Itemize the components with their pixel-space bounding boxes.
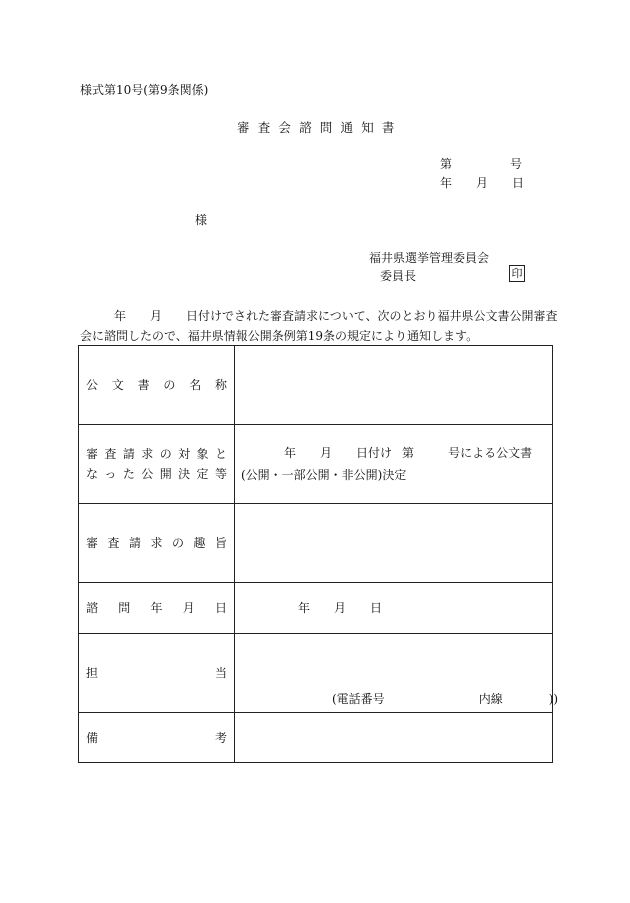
issuing-organization: 福井県選挙管理委員会: [369, 251, 490, 265]
label-char: 年: [150, 601, 163, 615]
document-name-field[interactable]: [235, 346, 553, 425]
table-row: [79, 634, 553, 713]
spread-label-request-purpose: [86, 533, 227, 553]
target-decision-text: [241, 442, 546, 486]
table-row: [79, 425, 553, 504]
closing-parenthesis: )): [548, 692, 559, 706]
body-text: 日付けでされた審査請求について、次のとおり福井県公文書公開審査会に諮問したので、福井県情報公開条例第19条の規定により通知します。: [80, 309, 558, 343]
label-char: た: [122, 467, 135, 481]
document-date-line: [440, 174, 524, 191]
number-label-prefix: 第: [440, 157, 453, 171]
label-char: っ: [104, 467, 117, 481]
label-char: 審: [86, 536, 99, 550]
label-char: 諮: [86, 601, 99, 615]
date-year-label: 年: [440, 176, 453, 190]
label-char: 名: [189, 378, 202, 392]
form-number: 様式第10号(第9条関係): [80, 83, 209, 97]
label-char: 決: [178, 467, 191, 481]
label-char: と: [214, 447, 227, 461]
label-char: 定: [196, 467, 209, 481]
label-char: 称: [214, 378, 227, 392]
row-label-remarks: [79, 713, 235, 763]
body-month-label: 月: [150, 309, 163, 323]
label-char: 当: [214, 666, 227, 680]
label-char: 請: [122, 447, 135, 461]
table-row: [79, 713, 553, 763]
date-day-label: 日: [512, 176, 525, 190]
consult-day-label: 日: [370, 601, 383, 615]
spread-label-remarks: [86, 728, 227, 748]
table-row: [79, 346, 553, 425]
row-label-document-name: [79, 346, 235, 425]
label-char: 書: [137, 378, 150, 392]
label-char: の: [171, 536, 184, 550]
label-char: 備: [86, 730, 99, 745]
spread-label-target-line1: [86, 444, 227, 464]
body-year-label: 年: [114, 309, 127, 323]
notification-form-table: [78, 345, 559, 763]
label-char: 文: [111, 378, 124, 392]
label-char: 象: [196, 447, 209, 461]
target-decision-field[interactable]: [235, 425, 553, 504]
decision-year-label: 年: [284, 446, 297, 460]
label-char: 等: [214, 467, 227, 481]
notice-body: [80, 306, 558, 346]
label-char: 趣: [193, 536, 206, 550]
label-char: な: [86, 467, 99, 481]
extension-label: 内線: [478, 692, 503, 706]
decision-dated-label: 日付け: [356, 446, 393, 460]
table-row: [79, 504, 553, 583]
document-number-line: [440, 155, 522, 172]
label-char: 査: [104, 447, 117, 461]
spread-label-contact: [86, 663, 227, 683]
label-char: 考: [214, 730, 227, 745]
consultation-date-field[interactable]: [235, 583, 553, 634]
request-purpose-field[interactable]: [235, 504, 553, 583]
table-row: [79, 583, 553, 634]
label-char: 対: [178, 447, 191, 461]
seal-mark: 印: [509, 265, 525, 282]
label-char: 旨: [214, 536, 227, 550]
row-label-request-purpose: [79, 504, 235, 583]
decision-description: 号による公文書(公開・一部公開・非公開)決定: [241, 446, 533, 482]
label-char: 査: [107, 536, 120, 550]
label-char: 求: [141, 447, 154, 461]
document-title: 審査会諮問通知書: [237, 120, 403, 135]
row-label-contact: [79, 634, 235, 713]
telephone-line: [332, 688, 558, 710]
spread-label-target-line2: [86, 464, 227, 484]
label-char: 公: [86, 378, 99, 392]
label-char: 担: [86, 666, 99, 680]
label-char: 日: [214, 601, 227, 615]
remarks-field[interactable]: [235, 713, 553, 763]
row-label-target-decision: [79, 425, 235, 504]
label-char: 月: [182, 601, 195, 615]
spread-label-consultation-date: [86, 598, 227, 618]
recipient-suffix: 様: [195, 213, 208, 227]
label-char: 公: [141, 467, 154, 481]
row-label-consultation-date: [79, 583, 235, 634]
chairperson-title: 委員長: [380, 269, 417, 283]
decision-month-label: 月: [320, 446, 333, 460]
spread-label-document-name: [86, 375, 227, 395]
label-char: 審: [86, 447, 99, 461]
label-char: 請: [128, 536, 141, 550]
decision-number-prefix: 第: [402, 446, 415, 460]
contact-field[interactable]: [235, 634, 559, 713]
label-char: 開: [159, 467, 172, 481]
label-char: の: [163, 378, 176, 392]
date-month-label: 月: [476, 176, 489, 190]
number-label-suffix: 号: [510, 157, 523, 171]
telephone-label: (電話番号: [332, 692, 385, 706]
consult-month-label: 月: [334, 601, 347, 615]
consult-year-label: 年: [298, 601, 311, 615]
label-char: 求: [150, 536, 163, 550]
label-char: の: [159, 447, 172, 461]
label-char: 問: [118, 601, 131, 615]
